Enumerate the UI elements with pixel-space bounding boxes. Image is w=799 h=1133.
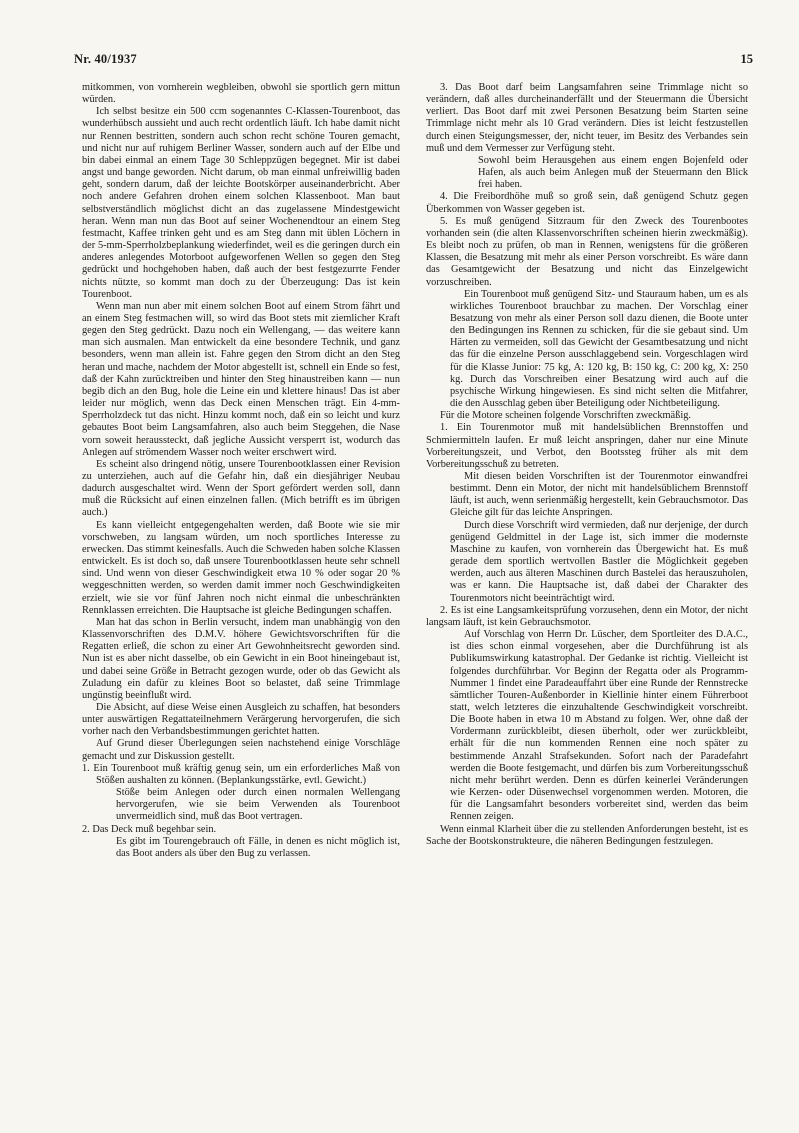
paragraph: Sowohl beim Herausgehen aus einem engen Bojenfeld oder Hafen, als auch beim Anlegen muß der Steuermann den Blick frei haben. [478, 154, 748, 191]
paragraph: Mit diesen beiden Vorschriften ist der Tourenmotor einwandfrei bestimmt. Denn ein Motor, der nicht mit handelsüblichem Brennstoff läuft, ist auch, wenn serienmäßig hergestellt, kein Gebrauchsmotor. Das Gleiche gilt für das leichte Anspringen. [450, 471, 748, 519]
paragraph: Es gibt im Tourengebrauch oft Fälle, in denen es nicht möglich ist, das Boot anders als über den Bug zu verlassen. [116, 835, 400, 859]
issue-number: Nr. 40/1937 [74, 52, 137, 66]
paragraph: Für die Motore scheinen folgende Vorschriften zweckmäßig. [440, 410, 691, 422]
right-column [426, 82, 748, 848]
paragraph: 5. Es muß genügend Sitzraum für den Zweck des Tourenbootes vorhanden sein (die alten Klassenvorschriften scheinen hierin zweckmäßig). Es bleibt noch zu prüfen, ob man in Rennen, wenigstens für die größeren Klassen, die Besatzung mit mehr als einer Person vorschreibt. Es wäre dann das Gesamtgewicht der Besatzung und nicht das Einzelgewicht vorzuschreiben. [426, 215, 748, 288]
left-column [82, 82, 400, 860]
paragraph: 4. Die Freibordhöhe muß so groß sein, daß genügend Schutz gegen Überkommen von Wasser gegeben ist. [426, 191, 748, 215]
paragraph: Ein Tourenboot muß genügend Sitz- und Stauraum haben, um es als wirkliches Tourenboot brauchbar zu machen. Der Vorschlag einer Besatzung von mehr als einer Person soll dazu dienen, die Boote unter den Bedingungen ins Rennen zu schicken, für die sie gebaut sind. Um Härten zu vermeiden, soll das Gewicht der Gesamtbesatzung und nicht das für die einzelne Person ausschlaggebend sein. Vorgeschlagen wird für die Klasse Junior: 75 kg, A: 120 kg, B: 150 kg, C: 200 kg, X: 250 kg. Durch das Vorschreiben einer Besatzung wird auch auf die psychische Wirkung hingewiesen. Es sind nicht selten die Mitfahrer, die den Ausschlag geben über Beteiligung oder Nichtbeteiligung. [450, 288, 748, 410]
paragraph: Wenn man nun aber mit einem solchen Boot auf einem Strom fährt und an einem Steg festmachen will, so wird das Boot stets mit ziemlicher Kraft gegen den Steg gedrückt. Dazu noch ein Wellengang, — das weitere kann man sich ausmalen. Man entwickelt da eine besondere Technik, und ganz besonders, wenn man allein ist. Fahre gegen den Strom dicht an den Steg heran und mache, nachdem der Motor abgestellt ist, schnell ein Ende so fest, daß der Kahn zurücktreiben und hinter den Steg hinaustreiben kann — nun begib dich an den Bug, hole die Leine ein und klettere hinaus! Das ist aber leider nur möglich, wenn das Deck einen Menschen trägt. Ein 4-mm-Sperrholzdeck tut das nicht. Hinzu kommt noch, daß ein so leicht und kurz gebautes Boot beim Langsamfahren, also auch beim Steggehen, die Nase vorn soweit heraussteckt, daß jegliche Aussicht versperrt ist, wodurch das Anlegen auf strömendem Wasser noch weiter erschwert wird. [82, 300, 400, 458]
page-header [74, 52, 753, 72]
paragraph: mitkommen, von vornherein wegbleiben, obwohl sie sportlich gern mittun würden. [82, 82, 400, 106]
paragraph: Ich selbst besitze ein 500 ccm sogenanntes C-Klassen-Tourenboot, das wunderhübsch aussieht und auch recht ordentlich läuft. Ich habe damit nicht nur Rennen bestritten, sondern auch schon recht schöne Touren gemacht, und nicht nur auf ruhigem Berliner Wasser, sondern auch auf der Elbe und bin dabei einmal an einem Tage 30 Schleppzügen begegnet. Mir ist dabei angst und bange geworden. Nicht darum, ob man einmal unfreiwillig baden geht, sondern darum, daß der leichte Bootskörper auseinanderbricht. Aber noch andere Gefahren drohen einem solchen Klassenboot. Man baut selbstverständlich möglichst dicht an das zugelassene Mindestgewicht heran. Wenn man nun das Boot auf seiner Wochenendtour an einem Steg festmacht, Kaffee trinken geht und es am Steg dann mit üblen Löchern in der 5-mm-Sperrholzbeplankung wiederfindet, weil es die geringen durch ein anderes anlegendes Motorboot aufgeworfenen Wellen so gegen den Steg gedrückt und hochgehoben haben, daß auch der best festgezurrte Fender nichts nützte, so kommt man doch zu der Überzeugung: Das ist kein Tourenboot. [82, 106, 400, 300]
paragraph: Wenn einmal Klarheit über die zu stellenden Anforderungen besteht, ist es Sache der Bootskonstrukteure, die näheren Bedingungen festzulegen. [426, 823, 748, 847]
paragraph: 1. Ein Tourenboot muß kräftig genug sein, um ein erforderliches Maß von Stößen aushalten zu können. (Beplankungsstärke, evtl. Gewicht.) [82, 762, 400, 786]
paragraph: Es scheint also dringend nötig, unsere Tourenbootklassen einer Revision zu unterziehen, auch auf die Gefahr hin, daß ein diesjähriger Neubau dadurch ausgeschaltet wird. Wenn der Sport gefördert werden soll, dann muß die Rücksicht auf einen einzelnen fallen. (Mich betrifft es im übrigen auch.) [82, 458, 400, 519]
paragraph: 3. Das Boot darf beim Langsamfahren seine Trimmlage nicht so verändern, daß alles durcheinanderfällt und der Steuermann die Übersicht verliert. Das Boot darf mit zwei Personen Besatzung beim Starten seine Trimmlage nicht mehr als 10 Grad verändern. Dies ist leicht festzustellen durch einen Steigungsmesser, der, nicht teuer, im Besitz des Verbandes sein muß und dem Vermesser zur Verfügung steht. [426, 82, 748, 154]
page-number: 15 [740, 52, 753, 66]
paragraph: Die Absicht, auf diese Weise einen Ausgleich zu schaffen, hat besonders unter auswärtigen Regattateilnehmern Verärgerung hervorgerufen, die sich vorher nach den Verbandsbestimmungen gerichtet hatten. [82, 701, 400, 738]
paragraph: 2. Es ist eine Langsamkeitsprüfung vorzusehen, denn ein Motor, der nicht langsam läuft, ist kein Gebrauchsmotor. [426, 604, 748, 628]
paragraph: Stöße beim Anlegen oder durch einen normalen Wellengang hervorgerufen, wie sie beim Verwenden als Tourenboot unvermeidlich sind, muß das Boot vertragen. [116, 787, 400, 823]
paragraph: Durch diese Vorschrift wird vermieden, daß nur derjenige, der durch genügend Geldmittel in der Lage ist, sich immer die modernste Maschine zu kaufen, von vornherein das Übergewicht hat. Es muß gerade dem sportlich wertvollen Bastler die Möglichkeit gegeben werden, auch aus älteren Maschinen durch Bastelei das herauszuholen, was er kann. Die Hauptsache ist, daß dabei der Charakter des Tourenmotors nicht beeinträchtigt wird. [450, 519, 748, 604]
paragraph: Es kann vielleicht entgegengehalten werden, daß Boote wie sie mir vorschweben, zu langsam würden, um noch sportliches Interesse zu erwecken. Das stimmt keinesfalls. Auch die Schweden haben solche Klassen entwickelt. Es ist doch so, daß unsere Tourenbootklassen heute sehr schnell sind. Und wenn von dieser Geschwindigkeit etwa 10 % oder sogar 20 % weggeschnitten werden, so werden damit immer noch Geschwindigkeiten erzielt, wie sie vor fünf Jahren noch nicht einmal die unbeschränkten Rennklassen erreichten. Die Hauptsache ist gleiche Bedingungen schaffen. [82, 519, 400, 616]
paragraph: Man hat das schon in Berlin versucht, indem man unabhängig von den Klassenvorschriften des D.M.V. höhere Gewichtsvorschriften für die Regatten erließ, die schon zu einer Art Gewohnheitsrecht geworden sind. Nun ist es aber nicht dasselbe, ob ein Gewicht in ein Boot hineingebaut ist, und dabei seine Größe in Betracht gezogen wurde, oder ob das Gewicht als Zuladung ein dafür zu kleines Boot so belastet, daß seine Trimmlage ungünstig beeinflußt wird. [82, 616, 400, 701]
paragraph: 1. Ein Tourenmotor muß mit handelsüblichen Brennstoffen und Schmiermitteln laufen. Er muß leicht anspringen, daher nur eine Minute Vorbereitungszeit, und Verbot, den Bootssteg früher als mit dem Vorbereitungsschuß zu betreten. [426, 422, 748, 470]
paragraph: Auf Grund dieser Überlegungen seien nachstehend einige Vorschläge gemacht und zur Diskussion gestellt. [82, 738, 400, 762]
paragraph: 2. Das Deck muß begehbar sein. [82, 823, 217, 835]
paragraph: Auf Vorschlag von Herrn Dr. Lüscher, dem Sportleiter des D.A.C., ist dies schon einmal vorgesehen, aber die Durchführung ist als Publikumswirkung katastrophal. Der Gedanke ist richtig. Vielleicht ist folgendes durchführbar. Vor Beginn der Regatta oder als Programm-Nummer 1 findet eine Paradeauffahrt über eine Runde der Rennstrecke sämtlicher Touren-Außenborder in Kiellinie hinter einem Führerboot statt, welch letzteres die einzuhaltende Geschwindigkeit vorschreibt. Die Boote haben in etwa 10 m Abstand zu folgen. Wer, ohne daß der Vordermann zurückbleibt, diesen überholt, oder wer zurückbleibt, erhält für die nun kommenden Rennen eine noch später zu bestimmende Anzahl Strafsekunden. Sofort nach der Paradefahrt werden die Boote festgemacht, und dürfen bis zum Vorbereitungsschuß nicht mehr berührt werden. Denn es dürfen keinerlei Veränderungen wie Kerzen- oder Düsenwechsel vorgenommen werden. Motoren, die für die Langsamfahrt besonders vorbereitet sind, werden das beim Rennen zeigen. [450, 629, 748, 823]
